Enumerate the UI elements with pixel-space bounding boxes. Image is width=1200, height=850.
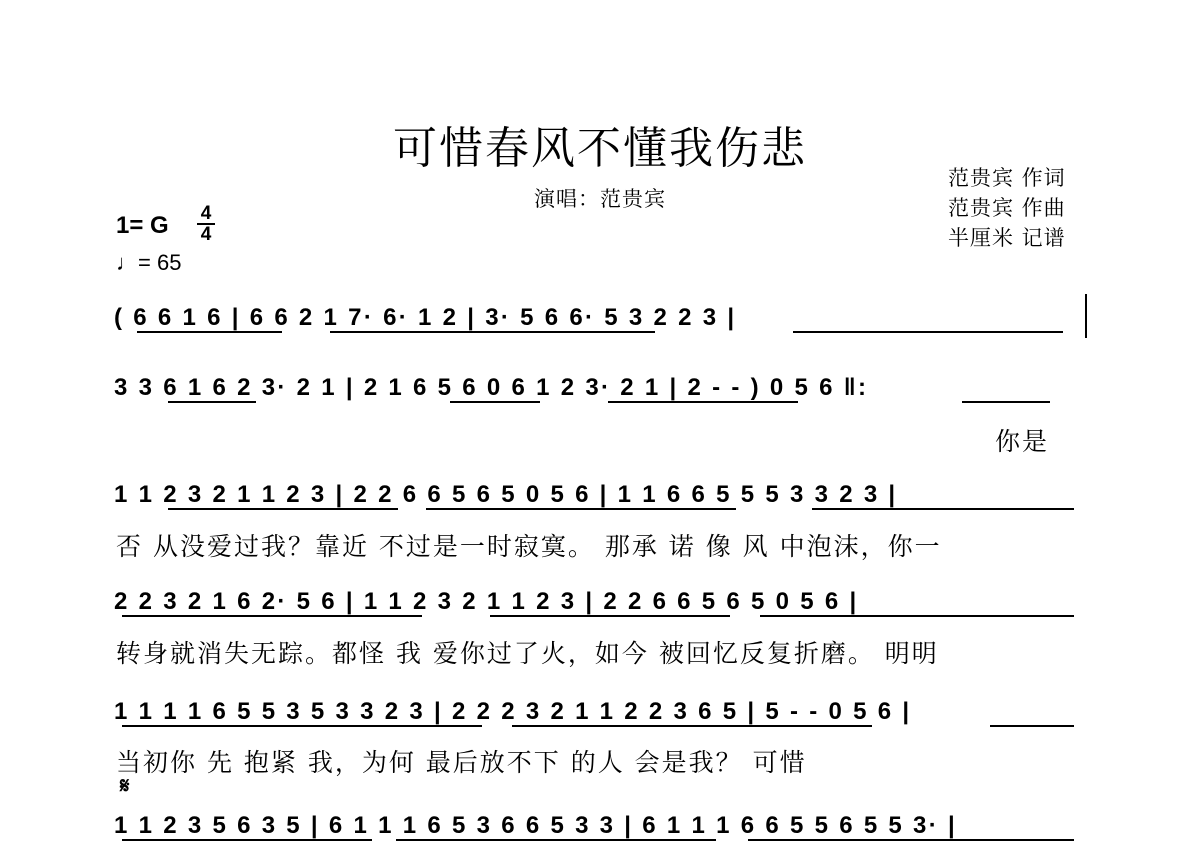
beam-line <box>608 401 798 403</box>
beam-line <box>990 725 1074 727</box>
beam-line <box>396 839 716 841</box>
beam-line <box>793 331 1063 333</box>
bar-line <box>1085 294 1087 338</box>
beam-line <box>168 508 398 510</box>
beam-line <box>122 725 482 727</box>
beam-line <box>748 839 1074 841</box>
notation-line-3: 1 1 2 3 2 1 1 2 3 | 2 2 6 6 5 6 5 0 5 6 | 1 1 6 6 5 5 5 3 3 2 3 | <box>114 481 898 508</box>
lyrics-line-3: 否 从没爱过我？靠近 不过是一时寂寞。 那承 诺 像 风 中泡沫，你一 <box>116 532 942 561</box>
time-signature-bottom: 4 <box>200 224 212 245</box>
notation-line-4: 2 2 3 2 1 6 2· 5 6 | 1 1 2 3 2 1 1 2 3 | 2 2 6 6 5 6 5 0 5 6 | <box>114 588 859 615</box>
composer-credit: 范贵宾 作曲 <box>948 196 1066 220</box>
beam-line <box>512 725 872 727</box>
notation-line-5: 1 1 1 1 6 5 5 3 5 3 3 2 3 | 2 2 2 3 2 1 1 2 2 3 6 5 | 5 - - 0 5 6 | <box>114 698 912 725</box>
notation-line-2: 3 3 6 1 6 2 3· 2 1 | 2 1 6 5 6 0 6 1 2 3· 2 1 | 2 - - ) 0 5 6 ‖: <box>114 374 869 401</box>
time-signature <box>195 205 217 243</box>
segno-sign: 𝄋 <box>120 773 130 799</box>
song-title: 可惜春风不懂我伤悲 <box>393 123 807 174</box>
beam-line <box>760 615 1074 617</box>
key-signature: 1= G <box>116 212 169 239</box>
tempo-marking: ♩= 65 <box>116 250 182 275</box>
lyricist-credit: 范贵宾 作词 <box>948 166 1066 190</box>
lyrics-line-4: 转身就消失无踪。都怪 我 爱你过了火，如今 被回忆反复折磨。 明明 <box>116 639 939 668</box>
time-signature-top: 4 <box>200 203 212 224</box>
beam-line <box>962 401 1050 403</box>
beam-line <box>812 508 1074 510</box>
lyrics-line-2: 你是 <box>995 427 1050 456</box>
notation-line-1: ( 6 6 1 6 | 6 6 2 1 7· 6· 1 2 | 3· 5 6 6· 5 3 2 2 3 | <box>114 304 737 331</box>
beam-line <box>168 401 256 403</box>
singer-credit: 演唱：范贵宾 <box>534 187 666 211</box>
beam-line <box>122 615 422 617</box>
transcriber-credit: 半厘米 记谱 <box>948 226 1066 250</box>
notation-line-6: 1 1 2 3 5 6 3 5 | 6 1 1 1 6 5 3 6 6 5 3 3 | 6 1 1 1 6 6 5 5 6 5 5 3· | <box>114 812 957 839</box>
lyrics-line-5: 当初你 先 抱紧 我，为何 最后放不下 的人 会是我？ 可惜 <box>116 748 807 777</box>
beam-line <box>330 331 655 333</box>
beam-line <box>426 508 736 510</box>
beam-line <box>137 331 282 333</box>
beam-line <box>450 401 540 403</box>
beam-line <box>490 615 730 617</box>
beam-line <box>122 839 372 841</box>
